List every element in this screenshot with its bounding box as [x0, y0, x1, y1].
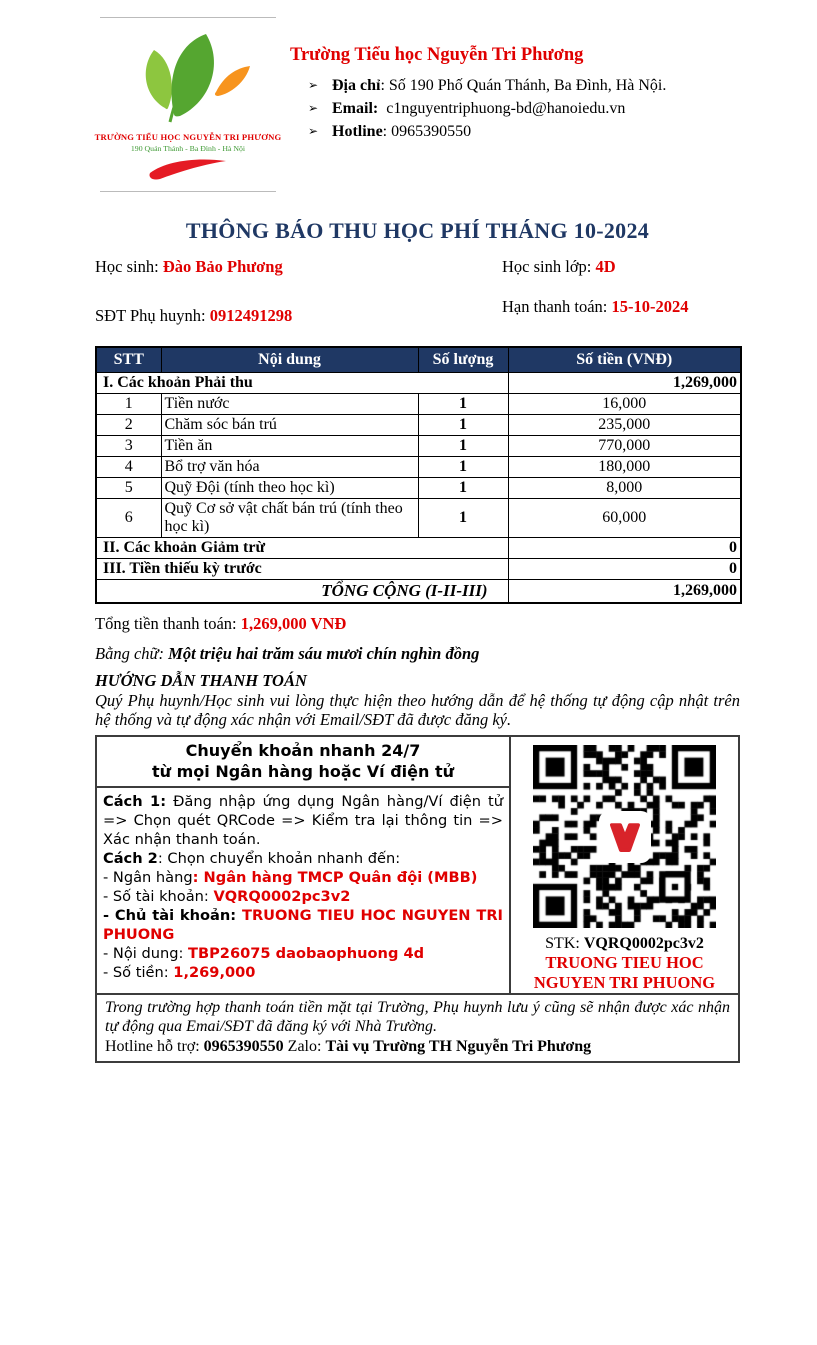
qr-holder-line-2: NGUYEN TRI PHUONG	[533, 973, 716, 992]
school-logo	[94, 17, 282, 192]
section-giam-tru: II. Các khoản Giảm trừ 0	[96, 538, 741, 559]
total-payment-line: Tổng tiền thanh toán: 1,269,000 VNĐ	[95, 614, 347, 633]
payment-deadline-value: 15-10-2024	[611, 297, 689, 316]
payment-instructions	[97, 737, 511, 993]
student-name-value: Đào Bảo Phương	[162, 257, 283, 276]
qr-code	[533, 745, 716, 928]
student-class-value: 4D	[595, 257, 616, 276]
support-hotline-number: 0965390550	[203, 1038, 284, 1055]
arrow-bullet-icon: ➢	[308, 101, 319, 115]
bank-name: : Ngân hàng TMCP Quân đội (MBB)	[192, 869, 478, 886]
qr-holder-line-1: TRUONG TIEU HOC	[545, 953, 704, 972]
footer-note	[97, 993, 738, 1061]
logo-swoosh-icon	[146, 157, 230, 181]
vietqr-v-icon	[607, 819, 643, 855]
table-row: 6 Quỹ Cơ sở vật chất bán trú (tính theo học kì) 1 60,000	[96, 499, 741, 538]
memo-line: - Nội dung: TBP26075 daobaophuong 4d	[103, 945, 425, 962]
logo-leaves-icon	[118, 30, 258, 130]
payment-guide-text: Quý Phụ huynh/Học sinh vui lòng thực hiện theo hướng dẫn để hệ thống tự động cập nhật trên hệ thống và tự động xác nhận với Email/SĐT đã được đăng ký.	[95, 691, 740, 729]
address-value: Số 190 Phố Quán Thánh, Ba Đình, Hà Nội.	[388, 77, 667, 94]
qr-account-caption: STK: VQRQ0002pc3v2	[545, 935, 704, 952]
account-holder: TRUONG TIEU HOC NGUYEN TRI PHUONG	[103, 907, 503, 943]
col-stt: STT	[96, 347, 161, 373]
address-line: ➢ Địa chỉ: Số 190 Phố Quán Thánh, Ba Đình, Hà Nội.	[290, 74, 666, 97]
hotline-line: ➢ Hotline: 0965390550	[290, 120, 666, 143]
hotline-value: 0965390550	[391, 123, 472, 140]
holder-line: - Chủ tài khoản: TRUONG TIEU HOC NGUYEN TRI PHUONG	[103, 907, 503, 943]
method-2: Cách 2: Chọn chuyển khoản nhanh đến:	[103, 850, 401, 867]
total-row: TỔNG CỘNG (I-II-III) 1,269,000	[96, 580, 741, 604]
col-noi-dung: Nội dung	[161, 347, 418, 373]
arrow-bullet-icon: ➢	[308, 78, 319, 92]
parent-phone-value: 0912491298	[209, 306, 293, 325]
address-label: Địa chỉ	[332, 77, 381, 94]
hotline-label: Hotline	[332, 123, 383, 140]
logo-school-name: TRƯỜNG TIỂU HỌC NGUYỄN TRI PHƯƠNG	[94, 132, 282, 142]
school-name: Trường Tiểu học Nguyễn Tri Phương	[290, 45, 584, 65]
qr-account-number: VQRQ0002pc3v2	[583, 935, 704, 952]
table-row: 3 Tiền ăn 1 770,000	[96, 436, 741, 457]
student-info	[95, 257, 740, 346]
fee-table-header-row	[96, 347, 741, 373]
transfer-memo: TBP26075 daobaophuong 4d	[188, 945, 425, 962]
payment-deadline: Hạn thanh toán: 15-10-2024	[502, 297, 689, 316]
fee-table	[95, 346, 742, 604]
student-name: Học sinh: Đào Bảo Phương	[95, 257, 283, 276]
zalo-contact-name: Tài vụ Trường TH Nguyễn Tri Phương	[325, 1038, 592, 1055]
email-line	[290, 97, 666, 120]
table-row: 1 Tiền nước 1 16,000	[96, 394, 741, 415]
amount-in-words-line: Bằng chữ: Một triệu hai trăm sáu mươi chín nghìn đồng	[95, 644, 480, 663]
school-info	[290, 17, 666, 143]
qr-panel	[511, 737, 738, 993]
method-1: Cách 1: Đăng nhập ứng dụng Ngân hàng/Ví điện tử => Chọn quét QRCode => Kiểm tra lại thông tin => Xác nhận thanh toán.	[103, 793, 508, 848]
arrow-bullet-icon: ➢	[308, 124, 319, 138]
email-value: c1nguyentriphuong-bd@hanoiedu.vn	[386, 100, 626, 117]
total-payment-value: 1,269,000 VNĐ	[240, 614, 347, 633]
payment-box-header: Chuyển khoản nhanh 24/7 từ mọi Ngân hàng hoặc Ví điện tử	[97, 737, 509, 788]
table-row: 4 Bổ trợ văn hóa 1 180,000	[96, 457, 741, 478]
table-row: 5 Quỹ Đội (tính theo học kì) 1 8,000	[96, 478, 741, 499]
support-hotline-line: Hotline hỗ trợ: 0965390550 Zalo: Tài vụ Trường TH Nguyễn Tri Phương	[105, 1038, 592, 1055]
page-title: THÔNG BÁO THU HỌC PHÍ THÁNG 10-2024	[185, 218, 650, 243]
amount-in-words: Một triệu hai trăm sáu mươi chín nghìn đồng	[168, 644, 480, 663]
logo-address: 190 Quán Thánh - Ba Đình - Hà Nội	[130, 144, 246, 153]
qr-center-logo	[599, 811, 651, 863]
account-number: VQRQ0002pc3v2	[213, 888, 351, 905]
col-so-luong: Số lượng	[418, 347, 508, 373]
account-line: - Số tài khoản: VQRQ0002pc3v2	[103, 888, 351, 905]
bank-line: - Ngân hàng: Ngân hàng TMCP Quân đội (MBB)	[103, 869, 478, 886]
header	[95, 17, 740, 192]
payment-guide-title: HƯỚNG DẪN THANH TOÁN	[95, 671, 307, 690]
parent-phone: SĐT Phụ huynh: 0912491298	[95, 306, 293, 325]
table-row: 2 Chăm sóc bán trú 1 235,000	[96, 415, 741, 436]
cash-payment-note: Trong trường hợp thanh toán tiền mặt tại Trường, Phụ huynh lưu ý cũng sẽ nhận được xác nhận tự động qua Emai/SĐT đã đăng ký với Nhà Trường.	[105, 999, 730, 1035]
email-label: Email:	[332, 100, 379, 117]
amount-line: - Số tiền: 1,269,000	[103, 964, 256, 981]
payment-box	[95, 735, 740, 1063]
section-phai-thu: I. Các khoản Phải thu 1,269,000	[96, 373, 741, 394]
student-class: Học sinh lớp: 4D	[502, 257, 616, 276]
section-thieu-ky-truoc: III. Tiền thiếu kỳ trước 0	[96, 559, 741, 580]
col-so-tien: Số tiền (VNĐ)	[508, 347, 741, 373]
transfer-amount: 1,269,000	[173, 964, 256, 981]
